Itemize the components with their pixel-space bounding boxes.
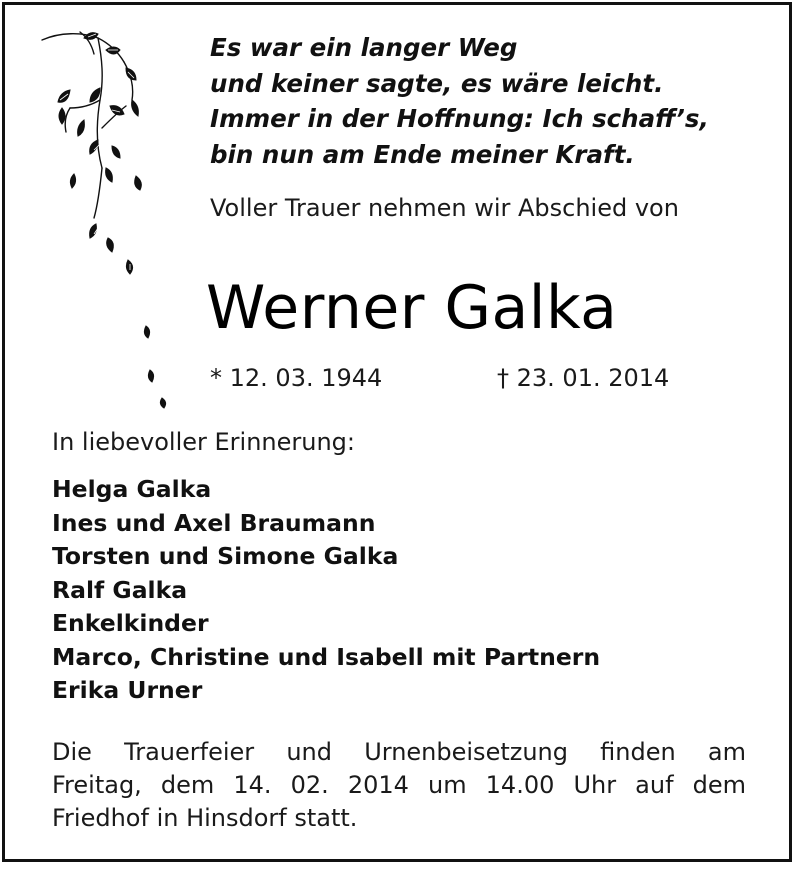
mourner-name: Ralf Galka (52, 575, 188, 604)
verse-line: Immer in der Hoffnung: Ich schaff’s, (210, 104, 709, 133)
memory-heading: In liebevoller Erinnerung: (52, 428, 355, 456)
mourner-name: Torsten und Simone Galka (52, 542, 399, 570)
mourner-name: Marco, Christine und Isabell mit Partnern (52, 642, 601, 671)
funeral-line: Friedhof in Hinsdorf statt. (52, 804, 358, 832)
mourner-name: Erika Urner (52, 676, 203, 704)
funeral-line: Freitag, dem 14. 02. 2014 um 14.00 Uhr auf dem (52, 771, 746, 799)
funeral-details (52, 736, 746, 835)
death-date: † 23. 01. 2014 (497, 364, 670, 392)
mourners-list (52, 473, 600, 708)
mourner-name: Helga Galka (52, 475, 212, 503)
verse-line: und keiner sagte, es wäre leicht. (210, 68, 664, 98)
funeral-line: Die Trauerfeier und Urnenbeisetzung finden am (52, 738, 746, 766)
farewell-intro: Voller Trauer nehmen wir Abschied von (210, 194, 679, 222)
birch-branch-icon (40, 28, 190, 418)
verse-line: bin nun am Ende meiner Kraft. (210, 139, 635, 169)
memorial-verse (210, 30, 770, 172)
mourner-name: Enkelkinder (52, 609, 209, 637)
verse-line: Es war ein langer Weg (210, 33, 518, 62)
birth-date: * 12. 03. 1944 (210, 364, 383, 392)
deceased-name: Werner Galka (206, 273, 618, 343)
mourner-name: Ines und Axel Braumann (52, 508, 376, 537)
